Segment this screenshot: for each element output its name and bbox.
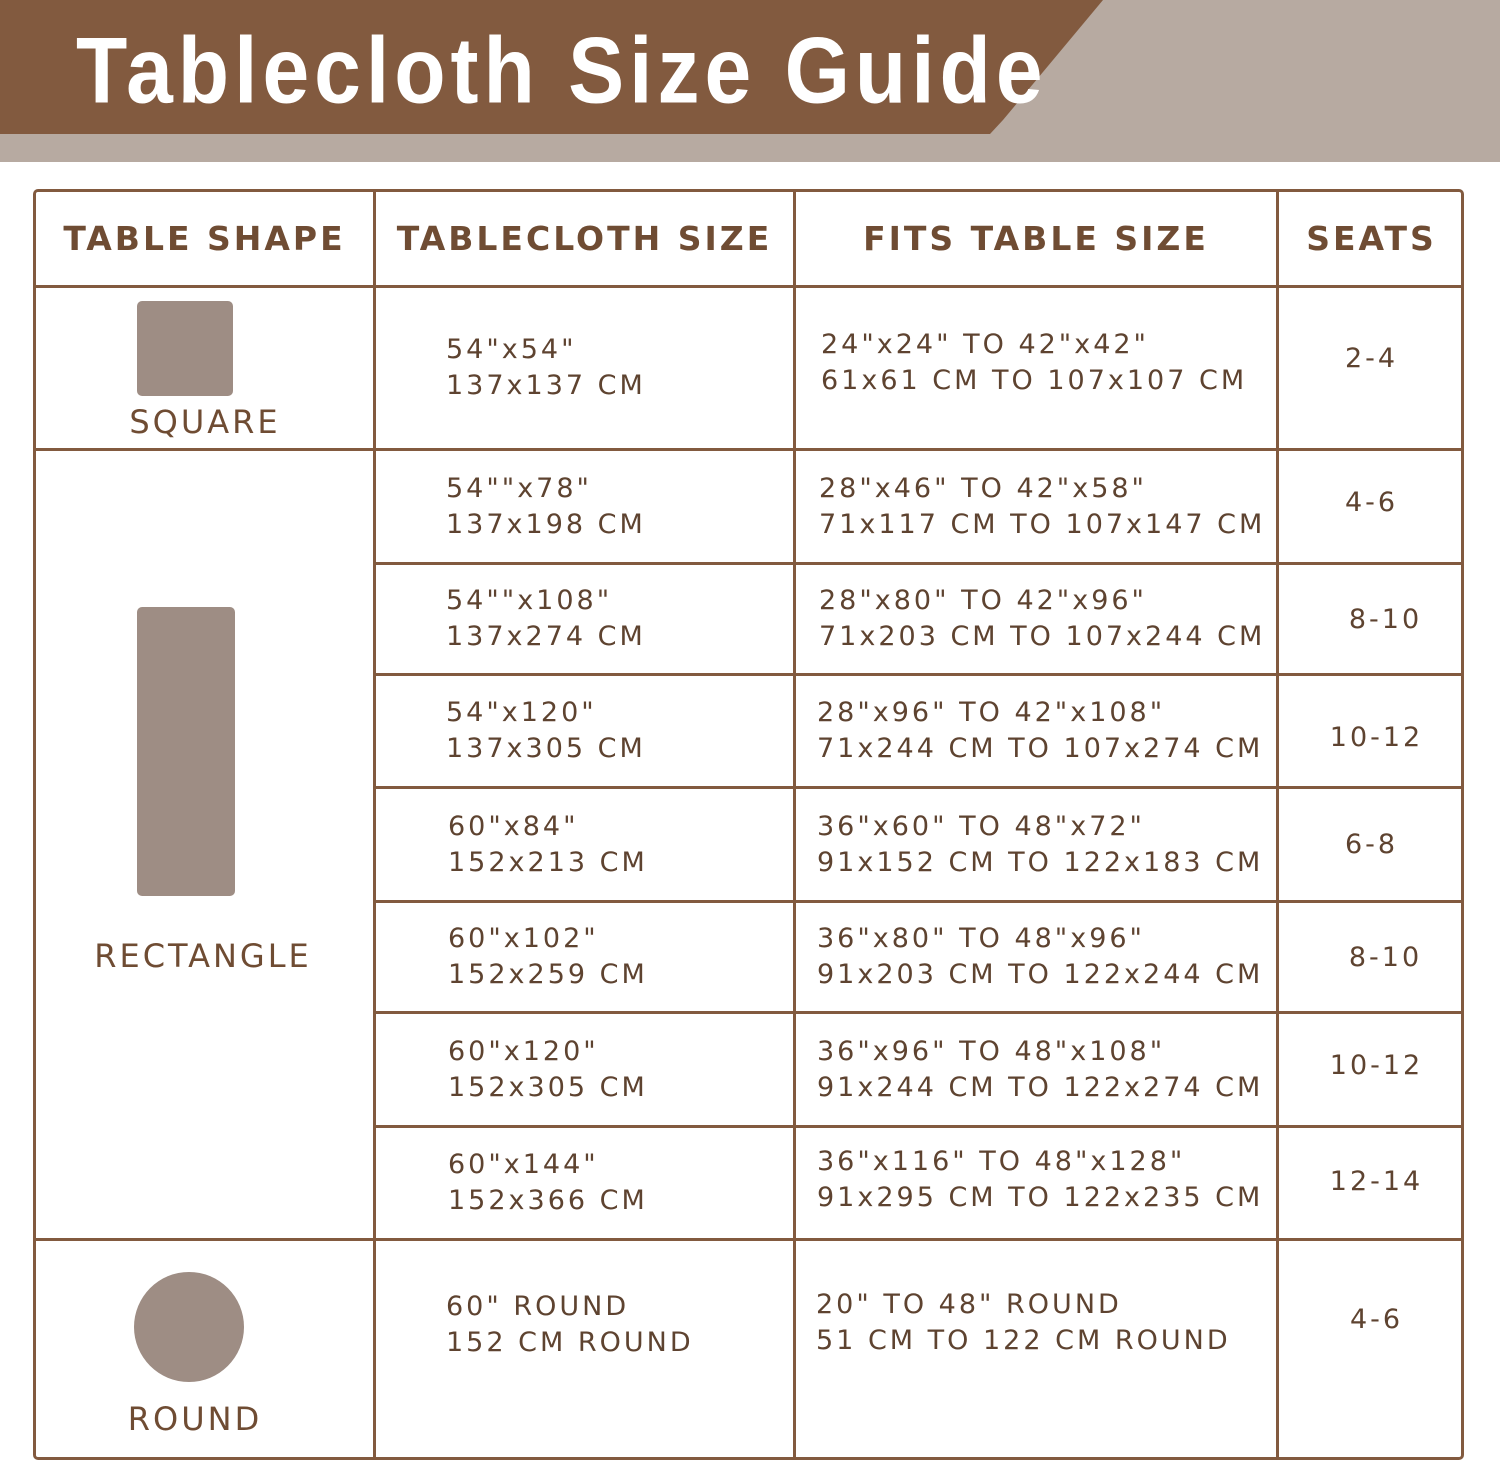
fits-cm: 91x244 CM TO 122x274 CM [817, 1071, 1264, 1103]
tablecloth-size-cell [446, 1241, 694, 1409]
fits-cm: 71x203 CM TO 107x244 CM [819, 621, 1266, 652]
fits-size-cell [821, 288, 1247, 438]
size-cm: 137x198 CM [446, 508, 646, 540]
size-cm: 137x274 CM [446, 621, 646, 652]
row-divider [36, 285, 1461, 288]
fits-size-cell [819, 565, 1265, 673]
fits-cm: 51 CM TO 122 CM ROUND [816, 1325, 1231, 1356]
fits-size-cell [817, 903, 1263, 1011]
size-inches: 60" ROUND [446, 1291, 630, 1322]
size-inches: 60"x84" [448, 810, 579, 842]
shape-label-square: SQUARE [129, 403, 281, 441]
header-table-shape: TABLE SHAPE [63, 219, 346, 258]
shape-label-rectangle: RECTANGLE [94, 937, 312, 975]
fits-inches: 24"x24" TO 42"x42" [821, 329, 1149, 360]
header-seats: SEATS [1306, 219, 1437, 258]
seats-cell: 10-12 [1329, 721, 1424, 753]
seats-cell: 6-8 [1344, 829, 1399, 860]
size-inches: 60"x102" [448, 923, 599, 954]
size-inches: 54""x108" [446, 585, 613, 616]
fits-inches: 36"x80" TO 48"x96" [817, 923, 1145, 954]
seats-cell: 2-4 [1344, 342, 1399, 374]
fits-cm: 71x117 CM TO 107x147 CM [819, 508, 1266, 540]
size-cm: 152x305 CM [448, 1071, 648, 1103]
column-divider [793, 192, 796, 1457]
size-inches: 54"x54" [446, 334, 577, 365]
page-title: Tablecloth Size Guide [76, 17, 1048, 123]
size-inches: 54""x78" [446, 472, 592, 504]
fits-cm: 71x244 CM TO 107x274 CM [817, 733, 1264, 764]
size-cm: 152 CM ROUND [446, 1327, 694, 1358]
seats-cell: 8-10 [1348, 941, 1423, 973]
circle-shape-icon [134, 1272, 244, 1382]
fits-inches: 36"x116" TO 48"x128" [817, 1146, 1186, 1177]
fits-inches: 28"x80" TO 42"x96" [819, 585, 1147, 616]
fits-cm: 91x152 CM TO 122x183 CM [817, 846, 1264, 878]
tablecloth-size-cell [448, 1128, 648, 1238]
rectangle-shape-icon [137, 607, 235, 896]
seats-cell: 12-14 [1329, 1165, 1424, 1197]
fits-size-cell [817, 1128, 1263, 1232]
row-divider [36, 1238, 1461, 1241]
fits-size-cell [819, 451, 1265, 562]
column-divider [373, 192, 376, 1457]
header-tablecloth-size: TABLECLOTH SIZE [396, 219, 773, 258]
fits-inches: 20" TO 48" ROUND [816, 1289, 1122, 1320]
header-fits-table-size: FITS TABLE SIZE [863, 219, 1209, 258]
seats-cell: 10-12 [1329, 1050, 1424, 1081]
tablecloth-size-cell [448, 903, 648, 1011]
fits-inches: 28"x46" TO 42"x58" [819, 472, 1147, 504]
size-cm: 137x305 CM [446, 733, 646, 764]
fits-inches: 28"x96" TO 42"x108" [817, 697, 1166, 728]
seats-cell: 4-6 [1344, 487, 1399, 518]
tablecloth-size-cell [448, 1014, 648, 1125]
size-cm: 152x213 CM [448, 846, 648, 878]
tablecloth-size-cell [446, 451, 646, 562]
fits-size-cell [817, 676, 1263, 786]
seats-cell: 8-10 [1348, 603, 1423, 635]
fits-cm: 91x203 CM TO 122x244 CM [817, 959, 1264, 990]
tablecloth-size-cell [446, 676, 646, 786]
fits-inches: 36"x60" TO 48"x72" [817, 810, 1145, 842]
tablecloth-size-cell [446, 565, 646, 673]
fits-cm: 61x61 CM TO 107x107 CM [821, 365, 1248, 396]
square-shape-icon [137, 301, 233, 396]
fits-inches: 36"x96" TO 48"x108" [817, 1035, 1166, 1067]
size-inches: 60"x120" [448, 1035, 599, 1067]
size-cm: 137x137 CM [446, 370, 646, 401]
size-inches: 60"x144" [448, 1149, 599, 1180]
tablecloth-size-cell [446, 288, 646, 448]
size-cm: 152x366 CM [448, 1185, 648, 1216]
fits-size-cell [817, 1014, 1263, 1125]
fits-size-cell [816, 1241, 1231, 1405]
shape-label-round: ROUND [127, 1400, 263, 1438]
fits-cm: 91x295 CM TO 122x235 CM [817, 1182, 1264, 1213]
fits-size-cell [817, 789, 1263, 900]
size-guide-table [33, 189, 1464, 1460]
seats-cell: 4-6 [1349, 1303, 1404, 1335]
tablecloth-size-cell [448, 789, 648, 900]
size-cm: 152x259 CM [448, 959, 648, 990]
size-inches: 54"x120" [446, 697, 597, 728]
